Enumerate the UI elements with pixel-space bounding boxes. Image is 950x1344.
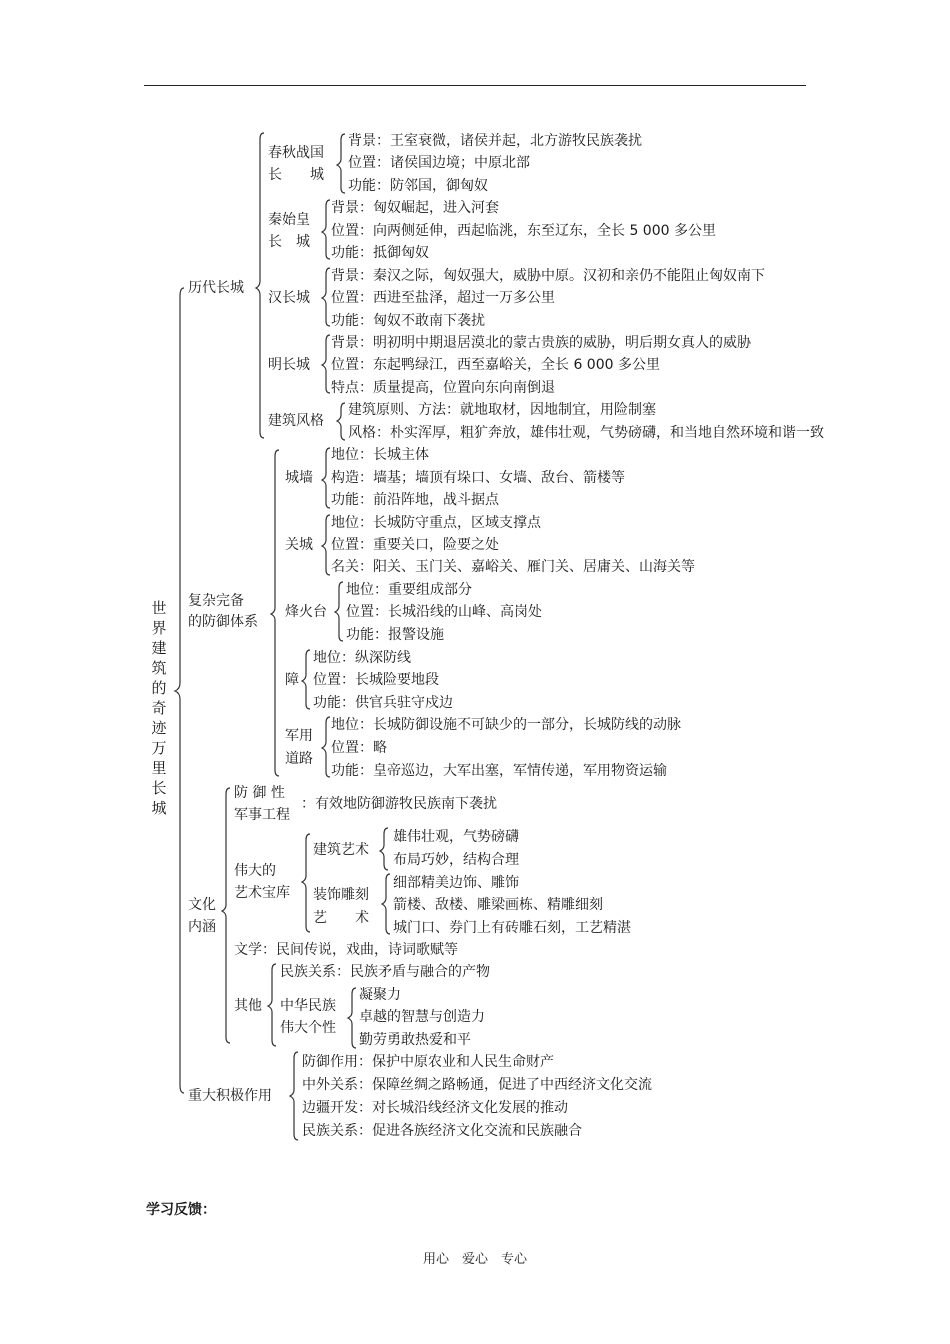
list-item: 位置：东起鸭绿江，西至嘉峪关，全长 6 000 多公里 [331, 357, 660, 373]
list-item: 地位：纵深防线 [313, 650, 411, 666]
list-item: 功能：供官兵驻守戍边 [313, 695, 453, 711]
list-item: 位置：向两侧延伸，西起临洮，东至辽东，全长 5 000 多公里 [331, 223, 716, 239]
military-name-2: 军事工程 [234, 807, 290, 823]
list-item: 地位：长城防御设施不可缺少的一部分，长城防线的动脉 [331, 717, 681, 733]
architecture-art-name: 建筑艺术 [313, 842, 369, 858]
decoration-name-2: 艺 术 [313, 910, 369, 926]
road-name-2: 道路 [285, 751, 313, 767]
list-item: 地位：重要组成部分 [346, 582, 472, 598]
wall-name: 城墙 [285, 470, 313, 486]
list-item: 位置：长城险要地段 [313, 672, 439, 688]
chunqiu-name-2: 长 城 [268, 167, 324, 183]
list-item: 背景：明初明中期退居漠北的蒙古贵族的威胁，明后期女真人的威胁 [331, 335, 751, 351]
nation-name-1: 中华民族 [280, 998, 336, 1014]
list-item: 雄伟壮观，气势磅礴 [393, 829, 519, 845]
list-item: 防御作用：保护中原农业和人民生命财产 [302, 1054, 554, 1070]
decoration-name-1: 装饰雕刻 [313, 887, 369, 903]
list-item: 功能：前沿阵地，战斗据点 [331, 492, 499, 508]
impact-label: 重大积极作用 [188, 1088, 272, 1104]
list-item: 布局巧妙，结构合理 [393, 852, 519, 868]
list-item: 凝聚力 [359, 987, 401, 1003]
list-item: 地位：长城防守重点，区域支撑点 [331, 515, 541, 531]
style-name: 建筑风格 [268, 413, 324, 429]
han-name: 汉长城 [268, 290, 310, 306]
root-title: 世界建筑的奇迹万里长城 [151, 599, 167, 817]
military-name-1: 防 御 性 [234, 785, 285, 801]
list-item: 名关：阳关、玉门关、嘉峪关、雁门关、居庸关、山海关等 [331, 559, 695, 575]
page-footer: 用心 爱心 专心 [422, 1252, 527, 1267]
ming-name: 明长城 [268, 357, 310, 373]
list-item: 位置：诸侯国边境；中原北部 [348, 155, 530, 171]
list-item: 功能：匈奴不敢南下袭扰 [331, 313, 485, 329]
defense-label-2: 的防御体系 [188, 614, 258, 630]
barrier-name: 障 [285, 672, 299, 688]
list-item: 位置：西进至盐泽，超过一万多公里 [331, 290, 555, 306]
list-item: 背景：王室衰微，诸侯并起，北方游牧民族袭扰 [348, 133, 642, 149]
pass-name: 关城 [285, 537, 313, 553]
list-item: 位置：略 [331, 740, 387, 756]
other-name: 其他 [234, 998, 262, 1014]
qin-name-1: 秦始皇 [268, 212, 310, 228]
culture-label-1: 文化 [188, 897, 216, 913]
list-item: 背景：秦汉之际，匈奴强大，威胁中原。汉初和亲仍不能阻止匈奴南下 [331, 268, 765, 284]
list-item: 特点：质量提高，位置向东向南倒退 [331, 380, 555, 396]
list-item: 民族关系：促进各族经济文化交流和民族融合 [302, 1123, 582, 1139]
list-item: 箭楼、敌楼、雕梁画栋、精雕细刻 [393, 897, 603, 913]
list-item: 功能：抵御匈奴 [331, 245, 429, 261]
list-item: 勤劳勇敢热爱和平 [359, 1032, 471, 1048]
feedback-label: 学习反馈： [146, 1202, 216, 1218]
beacon-name: 烽火台 [285, 604, 327, 620]
chunqiu-name-1: 春秋战国 [268, 145, 324, 161]
list-item: 背景：匈奴崛起，进入河套 [331, 200, 499, 216]
list-item: 卓越的智慧与创造力 [359, 1009, 485, 1025]
list-item: 细部精美边饰、雕饰 [393, 875, 519, 891]
ethnic-text: 民族关系：民族矛盾与融合的产物 [280, 964, 490, 980]
culture-label-2: 内涵 [188, 919, 216, 935]
list-item: 位置：重要关口，险要之处 [331, 537, 499, 553]
list-item: 建筑原则、方法：就地取材，因地制宜，用险制塞 [348, 402, 656, 418]
list-item: 城门口、券门上有砖雕石刻，工艺精湛 [393, 920, 631, 936]
list-item: 功能：报警设施 [346, 627, 444, 643]
road-name-1: 军用 [285, 728, 313, 744]
art-name-1: 伟大的 [234, 863, 276, 879]
list-item: 边疆开发：对长城沿线经济文化发展的推动 [302, 1100, 568, 1116]
list-item: 中外关系：保障丝绸之路畅通，促进了中西经济文化交流 [302, 1077, 652, 1093]
list-item: 位置：长城沿线的山峰、高岗处 [346, 604, 542, 620]
qin-name-2: 长 城 [268, 234, 310, 250]
list-item: 功能：防邻国，御匈奴 [348, 178, 488, 194]
nation-name-2: 伟大个性 [280, 1020, 336, 1036]
history-label: 历代长城 [188, 280, 244, 296]
list-item: 风格：朴实浑厚，粗犷奔放，雄伟壮观，气势磅礴，和当地自然环境和谐一致 [348, 425, 824, 441]
military-text: ：有效地防御游牧民族南下袭扰 [301, 796, 497, 812]
defense-label-1: 复杂完备 [188, 593, 244, 609]
list-item: 功能：皇帝巡边，大军出塞，军情传递，军用物资运输 [331, 763, 667, 779]
list-item: 构造：墙基；墙顶有垛口、女墙、敌台、箭楼等 [331, 470, 625, 486]
art-name-2: 艺术宝库 [234, 885, 290, 901]
list-item: 地位：长城主体 [331, 447, 429, 463]
literature-text: 文学：民间传说，戏曲，诗词歌赋等 [234, 942, 458, 958]
